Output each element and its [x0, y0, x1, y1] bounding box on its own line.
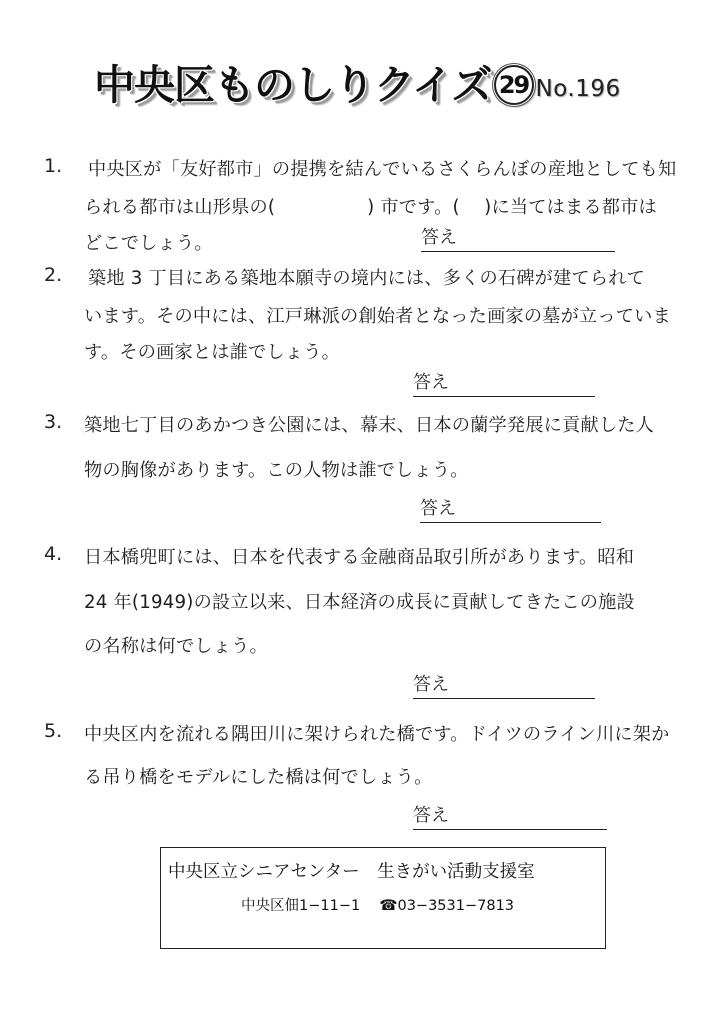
question-text-line: 築地 3 丁目にある築地本願寺の境内には、多くの石碑が建てられて	[88, 268, 645, 289]
contact-info-box	[160, 847, 606, 949]
contact-line	[241, 894, 514, 915]
answer-field[interactable]	[413, 805, 607, 830]
answer-field[interactable]	[413, 372, 595, 397]
answer-label: 答え	[413, 805, 449, 826]
question-number: 3.	[44, 411, 63, 433]
answer-field[interactable]	[420, 498, 601, 523]
title-text: 中央区ものしりクイズ	[94, 61, 492, 109]
answer-label: 答え	[420, 498, 456, 519]
question-text-line: 中央区が「友好都市」の提携を結んでいるさくらんぼの産地としても知	[88, 159, 677, 180]
question-text-line: 中央区内を流れる隅田川に架けられた橋です。ドイツのライン川に架か	[84, 724, 670, 745]
question-text-line: 物の胸像があります。この人物は誰でしょう。	[84, 460, 469, 481]
address: 中央区佃1−11−1	[241, 898, 361, 914]
answer-label: 答え	[413, 372, 449, 393]
question-text-line: どこでしょう。	[84, 233, 213, 254]
answer-field[interactable]	[421, 227, 615, 252]
question-text-line: います。その中には、江戸琳派の創始者となった画家の墓が立っていま	[84, 306, 671, 327]
issue-number: No.196	[535, 76, 621, 102]
organization-name: 中央区立シニアセンター 生きがい活動支援室	[168, 862, 535, 882]
question-text-line: 築地七丁目のあかつき公園には、幕末、日本の蘭学発展に貢献した人	[84, 415, 655, 436]
question-number: 1.	[44, 155, 63, 177]
question-text-line: 24 年(1949)の設立以来、日本経済の成長に貢献してきたこの施設	[84, 592, 635, 613]
question-text-line: る吊り橋をモデルにした橋は何でしょう。	[84, 767, 433, 788]
question-number: 2.	[44, 264, 63, 286]
question-text-line: 日本橋兜町には、日本を代表する金融商品取引所があります。昭和	[84, 547, 635, 568]
question-number: 5.	[44, 720, 63, 742]
question-text-line: の名称は何でしょう。	[84, 636, 268, 657]
question-number: 4.	[44, 543, 63, 565]
question-text-line: られる都市は山形県の( ) 市です。( )に当てはまる都市は	[84, 197, 657, 218]
answer-label: 答え	[413, 674, 449, 695]
question-text-line: す。その画家とは誰でしょう。	[84, 342, 340, 363]
issue-circle-number: 29	[494, 65, 534, 105]
telephone-icon: ☎03−3531−7813	[379, 898, 515, 914]
answer-label: 答え	[421, 227, 457, 248]
answer-field[interactable]	[413, 674, 595, 699]
page-title	[94, 50, 621, 110]
